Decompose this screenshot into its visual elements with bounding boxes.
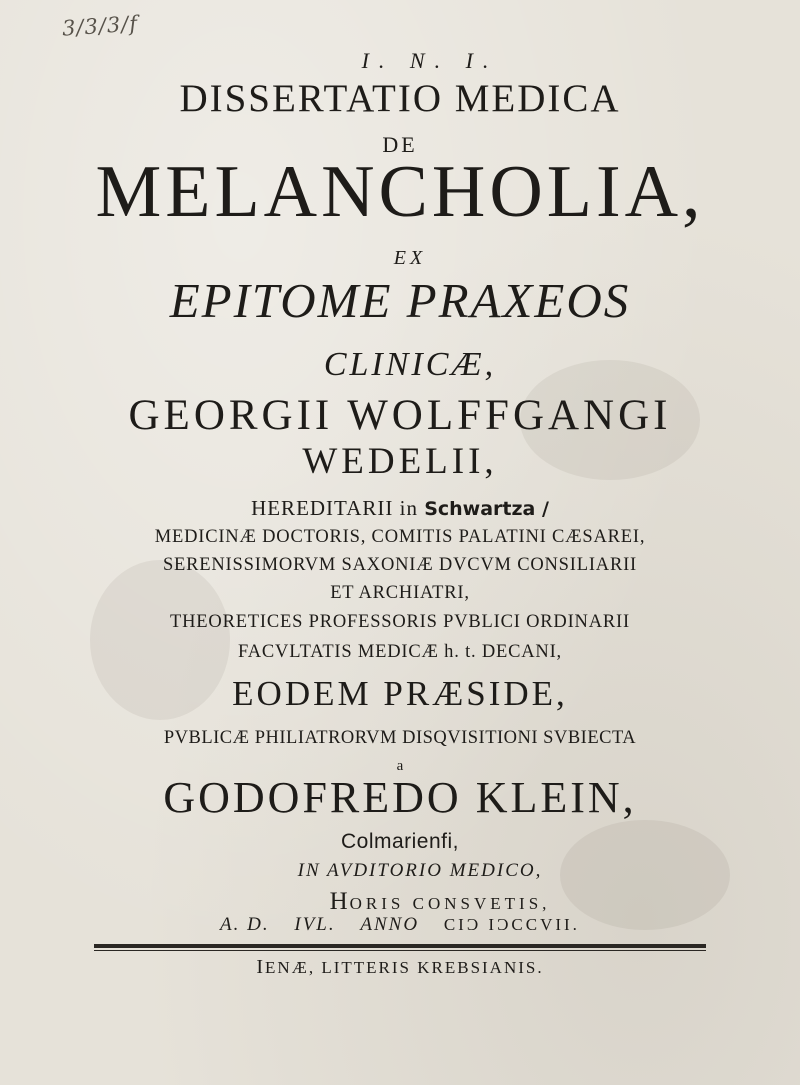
title-line-de: DE [382, 132, 418, 157]
author-title-line-3: ET ARCHIATRI, [330, 583, 470, 603]
hours-initial: H [329, 888, 350, 915]
hours-text: ORIS CONSVETIS, [349, 894, 551, 913]
author-first-name: GEORGII WOLFFGANGI [128, 392, 672, 439]
date-line [0, 914, 800, 936]
inventory-mark: I. N. I. [361, 48, 499, 73]
author-title-line-2: SERENISSIMORVM SAXONIÆ DVCVM CONSILIARII [162, 555, 638, 575]
author-hereditary-line [0, 496, 800, 521]
hereditary-place: Schwartza / [424, 498, 549, 520]
title-line-clinicae: CLINICÆ, [323, 346, 497, 383]
imprint-rule-thin [94, 950, 706, 951]
submission-line: PVBLICÆ PHILIATRORVM DISQVISITIONI SVBIECTA [163, 728, 637, 748]
imprint-initial: I [256, 956, 266, 978]
respondent-name: GODOFREDO KLEIN, [163, 773, 637, 822]
author-title-line-4: THEORETICES PROFESSORIS PVBLICI ORDINARII [170, 612, 630, 632]
respondent-origin: Colmarienfi, [340, 830, 460, 853]
title-line-melancholia: MELANCHOLIA, [95, 151, 705, 233]
hereditary-label: HEREDITARII in [251, 496, 418, 520]
title-line-ex: EX [393, 247, 427, 269]
date-year: CIϽ IϽCCVII. [443, 915, 580, 934]
title-line-dissertatio: DISSERTATIO MEDICA [179, 77, 621, 120]
author-last-name: WEDELII, [302, 441, 498, 482]
imprint-rule-thick [94, 944, 706, 948]
manuscript-shelfmark: 3/3/3/f [61, 11, 139, 41]
date-ad: A. D. [220, 914, 270, 935]
author-title-line-1: MEDICINÆ DOCTORIS, COMITIS PALATINI CÆSAREI, [154, 527, 646, 547]
date-month: IVL. [294, 914, 336, 935]
imprint-text: ENÆ, LITTERIS KREBSIANIS. [265, 958, 544, 977]
auditorium-line: IN AVDITORIO MEDICO, [297, 860, 543, 881]
hours-line [0, 888, 800, 916]
praeses-line: EODEM PRÆSIDE, [232, 674, 568, 713]
title-line-epitome: EPITOME PRAXEOS [169, 273, 631, 328]
author-title-line-5: FACVLTATIS MEDICÆ h. t. DECANI, [238, 642, 562, 662]
imprint-line [0, 956, 800, 979]
signature-mark: a [396, 758, 404, 774]
date-anno: ANNO [360, 914, 420, 935]
